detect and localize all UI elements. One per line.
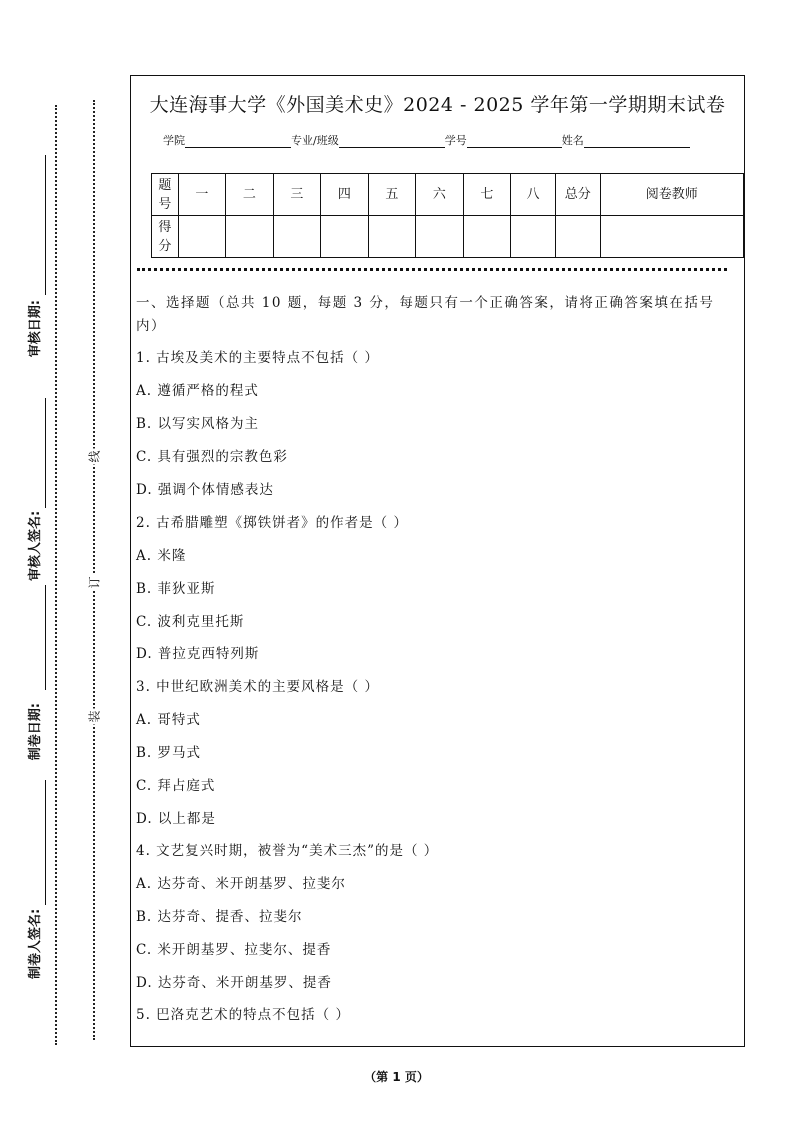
score-cell[interactable] — [555, 216, 600, 258]
binding-mark-xian: 线 — [87, 450, 102, 463]
option: D. 强调个体情感表达 — [136, 482, 274, 498]
student-id-field[interactable] — [467, 135, 562, 148]
college-field[interactable] — [185, 135, 291, 148]
student-id-label: 学号 — [444, 134, 467, 147]
review-date-line — [45, 155, 46, 295]
option: B. 达芬奇、提香、拉斐尔 — [136, 909, 303, 925]
reviewer-sign-line — [45, 398, 46, 508]
option: C. 具有强烈的宗教色彩 — [136, 449, 288, 465]
dotted-separator — [137, 268, 727, 271]
score-cell[interactable] — [368, 216, 415, 258]
score-cell[interactable] — [416, 216, 463, 258]
score-cell[interactable] — [321, 216, 368, 258]
score-cell[interactable] — [463, 216, 510, 258]
score-table — [151, 173, 744, 258]
option: D. 达芬奇、米开朗基罗、提香 — [136, 975, 332, 991]
question-stem: 1. 古埃及美术的主要特点不包括（ ） — [136, 350, 379, 366]
page-number: （第 1 页） — [364, 1070, 429, 1084]
option: A. 米隆 — [136, 548, 187, 564]
score-col-1: 一 — [178, 174, 225, 216]
name-field[interactable] — [584, 135, 690, 148]
maker-sign-label: 制卷人签名: — [28, 908, 43, 979]
option: A. 达芬奇、米开朗基罗、拉斐尔 — [136, 876, 346, 892]
binding-mark-ding: 订 — [87, 576, 102, 589]
option: B. 菲狄亚斯 — [136, 581, 216, 597]
review-date-label: 审核日期: — [28, 300, 43, 358]
option: B. 以写实风格为主 — [136, 416, 260, 432]
score-col-2: 二 — [226, 174, 273, 216]
question-stem: 4. 文艺复兴时期，被誉为“美术三杰”的是（ ） — [136, 843, 439, 859]
score-col-8: 八 — [511, 174, 556, 216]
option: B. 罗马式 — [136, 745, 202, 761]
score-col-4: 四 — [321, 174, 368, 216]
question-stem: 5. 巴洛克艺术的特点不包括（ ） — [136, 1007, 350, 1023]
maker-sign-line — [45, 780, 46, 905]
score-col-5: 五 — [368, 174, 415, 216]
score-col-6: 六 — [416, 174, 463, 216]
binding-dotted-line-inner — [93, 100, 95, 1040]
score-col-3: 三 — [273, 174, 320, 216]
option: C. 拜占庭式 — [136, 778, 216, 794]
score-cell[interactable] — [178, 216, 225, 258]
reviewer-sign-label: 审核人签名: — [28, 510, 43, 581]
exam-title: 大连海事大学《外国美术史》2024 - 2025 学年第一学期期末试卷 — [149, 94, 726, 116]
option: C. 米开朗基罗、拉斐尔、提香 — [136, 942, 332, 958]
binding-dotted-line-outer — [55, 105, 57, 1045]
option: C. 波利克里托斯 — [136, 614, 245, 630]
major-label: 专业/班级 — [291, 134, 339, 147]
question-stem: 2. 古希腊雕塑《掷铁饼者》的作者是（ ） — [136, 515, 408, 531]
name-label: 姓名 — [561, 134, 584, 147]
exam-frame — [130, 75, 745, 1047]
score-cell[interactable] — [226, 216, 273, 258]
make-date-line — [45, 585, 46, 690]
score-col-total: 总分 — [555, 174, 600, 216]
score-table-row1-label: 题号 — [152, 174, 179, 216]
score-cell[interactable] — [511, 216, 556, 258]
question-stem: 3. 中世纪欧洲美术的主要风格是（ ） — [136, 679, 379, 695]
option: D. 以上都是 — [136, 811, 216, 827]
score-cell[interactable] — [273, 216, 320, 258]
make-date-label: 制卷日期: — [28, 703, 43, 761]
score-table-row2-label: 得分 — [152, 216, 179, 258]
student-info-row — [163, 132, 690, 148]
score-col-7: 七 — [463, 174, 510, 216]
option: A. 哥特式 — [136, 712, 201, 728]
score-cell[interactable] — [600, 216, 743, 258]
college-label: 学院 — [163, 134, 185, 147]
option: D. 普拉克西特列斯 — [136, 646, 260, 662]
section-heading: 一、选择题（总共 10 题，每题 3 分，每题只有一个正确答案，请将正确答案填在括号内） — [136, 295, 715, 334]
binding-mark-zhuang: 装 — [87, 710, 102, 723]
major-field[interactable] — [339, 135, 445, 148]
score-col-grader: 阅卷教师 — [600, 174, 743, 216]
option: A. 遵循严格的程式 — [136, 383, 259, 399]
